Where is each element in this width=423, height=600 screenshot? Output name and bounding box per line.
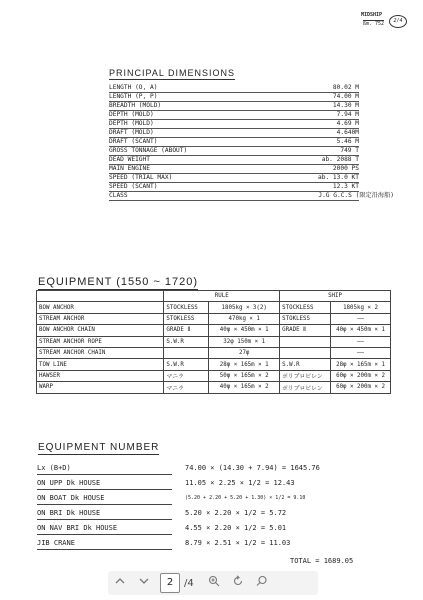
equipment-number-title: EQUIPMENT NUMBER [38, 442, 160, 453]
dimension-value: 4.640M [336, 129, 359, 136]
ship-size: 1805kg × 2 [331, 302, 391, 313]
equipment-item: STREAM ANCHOR CHAIN [37, 347, 164, 358]
dimension-row [109, 183, 359, 192]
equipment-number-label: JIB CRANE [37, 537, 172, 550]
dimension-label: CLASS [109, 192, 128, 199]
rule-size: 470kg × 1 [209, 313, 280, 324]
ship-size: 60φ × 200m × 2 [331, 382, 391, 393]
dimension-label: SPEED (TRIAL MAX) [109, 174, 173, 181]
ship-spec: STOKLESS [280, 313, 331, 324]
dimension-row [109, 129, 359, 138]
dimension-value: 2000 PS [332, 165, 359, 172]
drawing-ref: ßm. 752 [363, 21, 385, 27]
dimension-value: 74.00 M [332, 93, 359, 100]
page-total: /4 [184, 577, 194, 589]
ship-spec: ポリプロピレン [280, 382, 331, 393]
dimension-row [109, 84, 359, 93]
rule-spec: S.W.R [164, 359, 209, 370]
dimension-label: SPEED (SCANT) [109, 183, 158, 190]
equipment-title: EQUIPMENT (1550 ~ 1720) [38, 276, 199, 288]
dimension-row [109, 102, 359, 111]
rule-size: 40φ × 450m × 1 [209, 325, 280, 336]
ship-spec: GRADE Ⅱ [280, 325, 331, 336]
dimension-label: MAIN ENGINE [109, 165, 150, 172]
equipment-row [37, 382, 391, 393]
dimension-value: ab. 13.0 KT [318, 174, 359, 181]
dimension-value: 7.94 M [336, 111, 359, 118]
dimension-label: DRAFT (MOLD) [109, 129, 154, 136]
dimension-row [109, 111, 359, 120]
equipment-number-value: 74.00 × (14.30 + 7.94) = 1645.76 [185, 464, 320, 472]
dimension-row [109, 174, 359, 183]
rule-spec: STOCKLESS [164, 302, 209, 313]
equipment-row [37, 302, 391, 313]
equipment-row [37, 359, 391, 370]
dimension-row [109, 192, 394, 201]
dimension-value: 749 T [340, 147, 359, 154]
dimension-value: 80.02 M [332, 84, 359, 91]
ship-size: —— [331, 347, 391, 358]
midship-label: MIDSHIP [361, 12, 383, 18]
equipment-row [37, 370, 391, 381]
rule-size: 27φ [209, 347, 280, 358]
equipment-number-value: 8.79 × 2.51 × 1/2 = 11.03 [185, 539, 291, 547]
page-number-input[interactable]: 2 [160, 573, 180, 593]
dimension-value: 5.46 M [336, 138, 359, 145]
ship-spec: S.W.R [280, 359, 331, 370]
dimension-label: DEAD WEIGHT [109, 156, 150, 163]
rule-column-header: RULE [164, 291, 280, 302]
equipment-number-row [37, 492, 367, 504]
chevron-down-icon[interactable] [132, 575, 156, 591]
equipment-number-label: ON UPP Dk HOUSE [37, 477, 172, 490]
chevron-up-icon[interactable] [108, 575, 132, 591]
equipment-row [37, 313, 391, 324]
equipment-number-value: 5.20 × 2.20 × 1/2 = 5.72 [185, 509, 287, 517]
zoom-in-icon[interactable] [202, 575, 226, 591]
equipment-item: BOW ANCHOR [37, 302, 164, 313]
equipment-number-value: 11.05 × 2.25 × 1/2 = 12.43 [185, 479, 295, 487]
equipment-number-label: ON BOAT Dk HOUSE [37, 492, 172, 505]
rotate-icon[interactable] [226, 575, 250, 591]
equipment-row [37, 325, 391, 336]
dimension-label: LENGTH (O, A) [109, 84, 158, 91]
rule-size: 40φ × 165m × 2 [209, 382, 280, 393]
rule-size: 1805kg × 3(2) [209, 302, 280, 313]
page-mark: 2/4 [389, 15, 407, 28]
ship-spec: ポリプロピレン [280, 370, 331, 381]
ship-size: —— [331, 313, 391, 324]
equipment-number-row [37, 522, 367, 534]
equipment-item: BOW ANCHOR CHAIN [37, 325, 164, 336]
ship-size: —— [331, 336, 391, 347]
dimension-label: LENGTH (P, P) [109, 93, 158, 100]
equipment-number-row [37, 537, 367, 549]
equipment-number-label: Lx (B+D) [37, 462, 172, 475]
rule-spec: マニラ [164, 370, 209, 381]
dimension-row [109, 165, 359, 174]
dimension-row [109, 147, 359, 156]
dimension-label: GROSS TONNAGE (ABOUT) [109, 147, 188, 154]
equipment-item: HAWSER [37, 370, 164, 381]
dimension-row [109, 138, 359, 147]
dimension-label: DRAFT (SCANT) [109, 138, 158, 145]
equipment-row [37, 347, 391, 358]
rule-spec: GRADE Ⅱ [164, 325, 209, 336]
dimension-row [109, 156, 359, 165]
rule-spec: STOKLESS [164, 313, 209, 324]
dimension-row [109, 120, 359, 129]
ship-spec: STOCKLESS [280, 302, 331, 313]
rule-size: 50φ × 165m × 2 [209, 370, 280, 381]
principal-dimensions-title: PRINCIPAL DIMENSIONS [109, 68, 236, 78]
equipment-number-label: ON BRI Dk HOUSE [37, 507, 172, 520]
dimension-label: DEPTH (MOLD) [109, 111, 154, 118]
ship-size: 60φ × 200m × 2 [331, 370, 391, 381]
equipment-row [37, 336, 391, 347]
equipment-number-value: (5.20 + 2.20 + 5.20 + 1.30) × 1/2 = 9.10 [185, 495, 306, 501]
dimension-value: 14.30 M [332, 102, 359, 109]
equipment-item: STREAM ANCHOR [37, 313, 164, 324]
dimension-label: BREADTH (MOLD) [109, 102, 162, 109]
dimension-value: J.G G.C.S (限定沿海船) [318, 192, 394, 199]
equipment-item: STREAM ANCHOR ROPE [37, 336, 164, 347]
rule-spec: S.W.R [164, 336, 209, 347]
ship-size: 40φ × 450m × 1 [331, 325, 391, 336]
dimension-row [109, 93, 359, 102]
ship-spec [280, 336, 331, 347]
equipment-item: WARP [37, 382, 164, 393]
equipment-item: TOW LINE [37, 359, 164, 370]
rule-size: 28φ × 165m × 1 [209, 359, 280, 370]
equipment-number-row [37, 477, 367, 489]
rule-size: 32φ 150m × 1 [209, 336, 280, 347]
rule-spec [164, 347, 209, 358]
ship-spec [280, 347, 331, 358]
dimension-value: ab. 2088 T [321, 156, 359, 163]
equipment-number-row [37, 507, 367, 519]
equipment-number-value: 4.55 × 2.20 × 1/2 = 5.01 [185, 524, 287, 532]
equipment-number-label: ON NAV BRI Dk HOUSE [37, 522, 172, 535]
equipment-header-blank [37, 291, 164, 302]
ship-size: 28φ × 165m × 1 [331, 359, 391, 370]
dimension-value: 4.69 M [336, 120, 359, 127]
dimension-value: 12.3 KT [332, 183, 359, 190]
equipment-number-total: TOTAL = 1689.05 [290, 557, 354, 565]
equipment-table [36, 290, 391, 394]
rule-spec: マニラ [164, 382, 209, 393]
pdf-toolbar [108, 571, 318, 595]
ship-column-header: SHIP [280, 291, 391, 302]
dimension-label: DEPTH (MOLD) [109, 120, 154, 127]
equipment-number-row [37, 462, 367, 474]
search-icon[interactable] [250, 575, 274, 591]
